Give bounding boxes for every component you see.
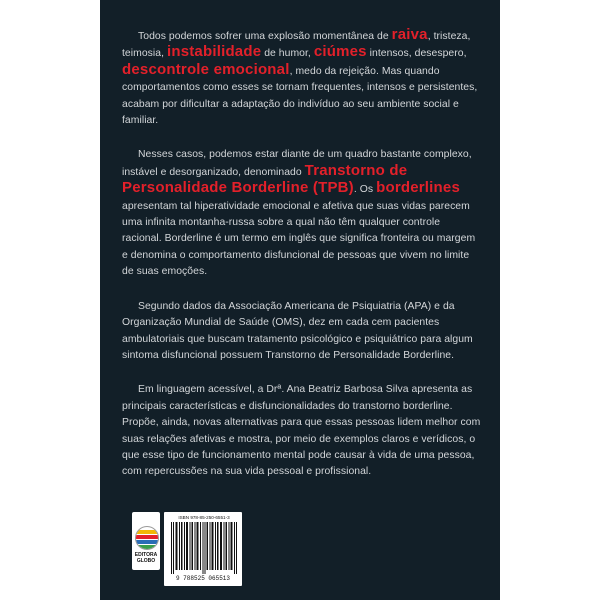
p1-text-3: de humor, xyxy=(261,48,314,60)
paragraph-4: Em linguagem acessível, a Drª. Ana Beatriz Barbosa Silva apresenta as principais características e disfuncionalidades do transtorno borderline. Propõe, ainda, novas alternativas para que essas pessoas lidem melhor com suas relações afetivas e mostra, por meio de exemplos claros e verídicos, o que esse tipo de funcionamento mental pode causar à vida de uma pessoa, com repercussões na sua vida pessoal e profissional. xyxy=(122,384,481,478)
highlight-borderlines: borderlines xyxy=(376,179,460,197)
barcode-box xyxy=(164,512,242,586)
publisher-name: EDITORA GLOBO xyxy=(134,552,158,564)
p2-text-1: Nesses casos, podemos estar diante de um quadro bastante complexo, instável e desorganizado, denominado xyxy=(122,149,472,178)
highlight-raiva: raiva xyxy=(391,26,428,43)
p1-text-5: , medo da rejeição. Mas quando comportamentos como esses se tornam frequentes, intensos e persistentes, acabam por dificultar a adaptação do indivíduo ao seu ambiente social e familiar. xyxy=(122,65,478,127)
isbn-text: ISBN 978-85-250-6551-3 xyxy=(178,515,230,520)
p1-text-2: , tristeza, teimosia, xyxy=(122,31,471,60)
highlight-descontrole-emocional: descontrole emocional xyxy=(122,60,290,78)
p1-text-4: intensos, desespero, xyxy=(366,48,467,60)
book-back-cover xyxy=(100,0,500,600)
highlight-ciumes: ciúmes xyxy=(313,43,367,61)
p1-text-1: Todos podemos sofrer uma explosão momentânea de xyxy=(138,31,392,42)
paragraph-1 xyxy=(122,28,482,129)
highlight-tpb: Transtorno de Personalidade Borderline (TPB) xyxy=(122,161,408,197)
highlight-instabilidade: instabilidade xyxy=(166,43,262,61)
barcode-number: 9 788525 065513 xyxy=(175,575,230,582)
p2-text-3: apresentam tal hiperatividade emocional e afetiva que suas vidas parecem uma infinita montanha-russa sobre a qual não têm qualquer controle racional. Borderline é um termo em inglês que significa fronteira ou margem e denomina o comportamento disfuncional de pessoas que vivem no limite de suas emoções. xyxy=(122,200,476,278)
p2-text-2: . Os xyxy=(353,184,377,196)
paragraph-3: Segundo dados da Associação Americana de Psiquiatria (APA) e da Organização Mundial de Saúde (OMS), dez em cada cem pacientes ambulatoriais que buscam tratamento psicológico e psiquiátrico para algum sintoma disfuncional possuem Transtorno de Personalidade Borderline. xyxy=(122,300,473,361)
barcode-area xyxy=(132,512,272,586)
publisher-logo xyxy=(132,512,160,570)
paragraph-2 xyxy=(122,147,482,280)
barcode-icon xyxy=(171,522,237,574)
globe-icon xyxy=(135,526,159,550)
